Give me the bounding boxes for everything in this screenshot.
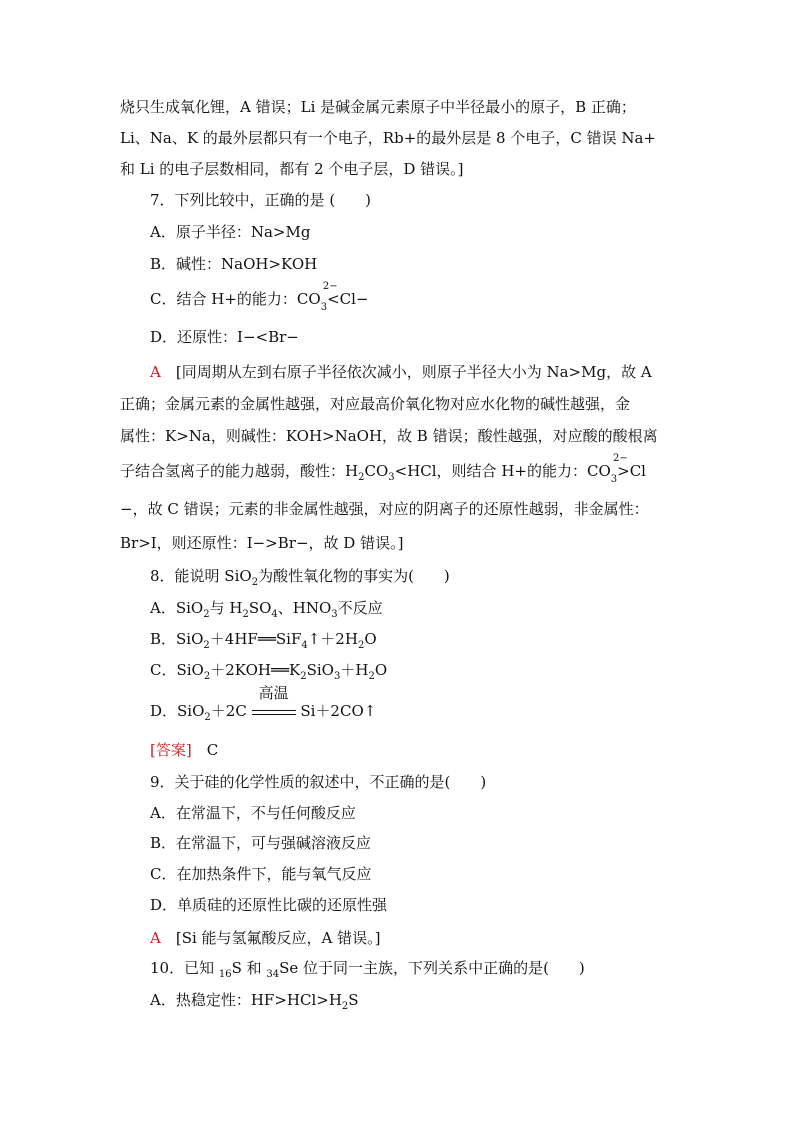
q9-option-a: A．在常温下，不与任何酸反应 <box>150 804 356 822</box>
q8-answer: [答案] C <box>150 741 219 759</box>
q7-explanation-line: 属性：K>Na，则碱性：KOH>NaOH，故 B 错误；酸性越强，对应酸的酸根离 <box>120 427 658 445</box>
q8-option-a: A．SiO$_2$与 $H_2SO_4$、$HNO_3$不反应 <box>150 599 383 620</box>
reaction-condition-arrow: 高温 <box>252 701 296 721</box>
question-10-stem: 10．已知 $_{16}$S 和 $_{34}$Se 位于同一主族，下列关系中正确的是( ) <box>150 959 585 980</box>
q7-explanation-line: 正确；金属元素的金属性越强，对应最高价氧化物对应水化物的碱性越强，金 <box>120 395 631 413</box>
q9-explanation: A [Si 能与氢氟酸反应，A 错误。] <box>150 929 381 947</box>
q9-option-c: C．在加热条件下，能与氧气反应 <box>150 865 372 883</box>
q7-explanation-line: Br>I，则还原性：I−>Br−，故 D 错误。] <box>120 534 404 552</box>
q7-option-a: A．原子半径：Na>Mg <box>150 223 311 241</box>
q10-option-a: A．热稳定性：$HF>HCl>H_2S$ <box>150 991 359 1012</box>
answer-letter: A <box>150 929 161 947</box>
q8-option-d: D．SiO$_2$＋2C 高温 Si＋2CO↑ <box>150 684 377 723</box>
q9-option-b: B．在常温下，可与强碱溶液反应 <box>150 834 372 852</box>
q7-option-b: B．碱性：NaOH>KOH <box>150 255 318 273</box>
explanation-line: 和 Li 的电子层数相同，都有 2 个电子层，D 错误。] <box>120 160 464 178</box>
carbonate-ion: CO 2− $_3$ <box>296 281 338 313</box>
q8-option-c: C．$SiO_2+2KOH══K_2SiO_3+H_2O$ <box>150 661 388 682</box>
q8-option-b: B．$SiO_2+4HF══SiF_4↑+2H_2O$ <box>150 630 377 651</box>
explanation-line: 烧只生成氧化锂，A 错误；Li 是碱金属元素原子中半径最小的原子，B 正确； <box>120 98 636 116</box>
q7-option-c: C．结合 H+的能力：CO 2− $_3$<Cl− <box>150 281 369 313</box>
answer-letter: A <box>150 363 161 381</box>
q7-option-d: D．还原性：I−<Br− <box>150 328 299 346</box>
question-9-stem: 9．关于硅的化学性质的叙述中，不正确的是( ) <box>150 773 487 791</box>
q7-explanation-line: 子结合氢离子的能力越弱，酸性：$H_2CO_3<HCl$，则结合 H+的能力：CO 2− $_3$>Cl <box>120 453 646 485</box>
q9-option-d: D．单质硅的还原性比碳的还原性强 <box>150 896 388 914</box>
question-7-stem: 7．下列比较中，正确的是 ( ) <box>150 191 372 209</box>
carbonate-ion: CO 2− $_3$ <box>586 453 628 485</box>
q7-explanation-line: −，故 C 错误；元素的非金属性越强，对应的阴离子的还原性越弱，非金属性： <box>120 500 649 518</box>
question-8-stem: 8．能说明 SiO$_2$为酸性氧化物的事实为( ) <box>150 567 450 588</box>
q7-explanation-line: A [同周期从左到右原子半径依次减小，则原子半径大小为 Na>Mg，故 A <box>150 363 652 381</box>
answer-label: [答案] <box>150 741 192 759</box>
explanation-line: Li、Na、K 的最外层都只有一个电子，Rb+的最外层是 8 个电子，C 错误 Na+ <box>120 129 656 147</box>
